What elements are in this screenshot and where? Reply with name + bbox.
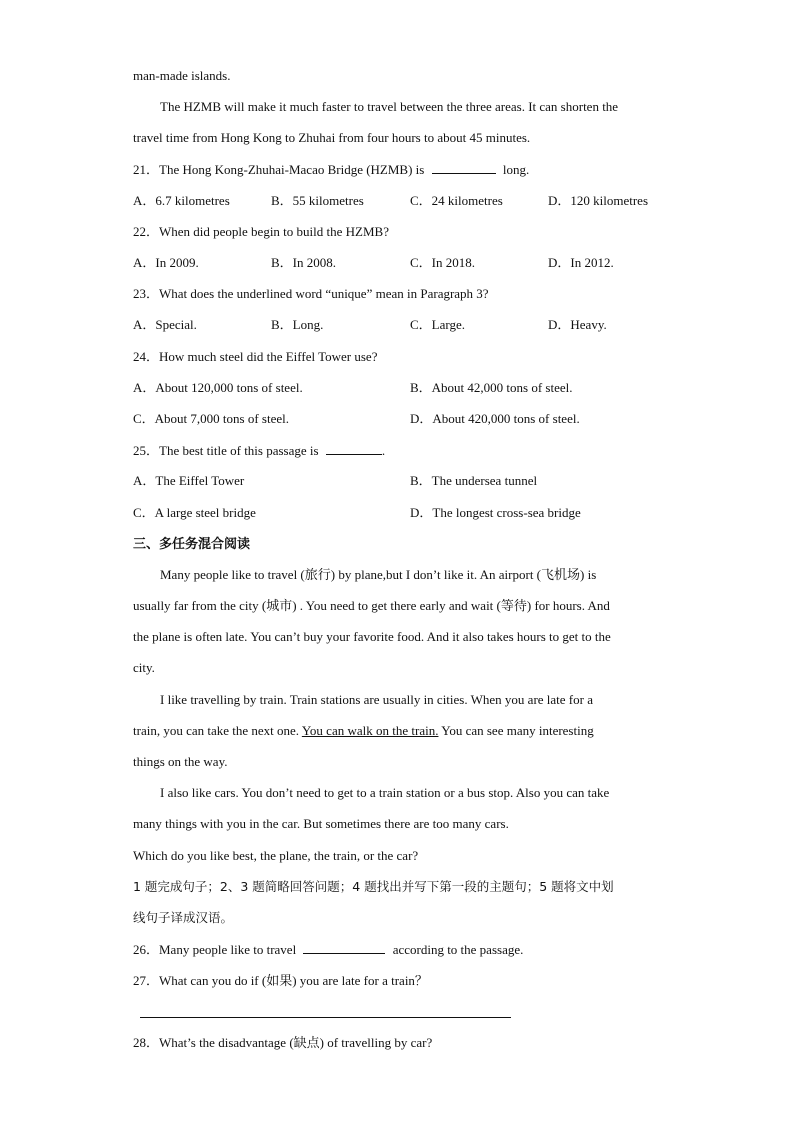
option-c: C．24 kilometres xyxy=(410,193,503,208)
question-25 xyxy=(133,442,385,459)
question-25-stem-end: . xyxy=(381,443,386,458)
passage-line: the plane is often late. You can’t buy your favorite food. And it also takes hours to get to the xyxy=(133,629,611,644)
option-b: B．About 42,000 tons of steel. xyxy=(410,380,573,395)
passage-line: city. xyxy=(133,660,155,675)
passage-line: Which do you like best, the plane, the train, or the car? xyxy=(133,848,419,863)
answer-blank xyxy=(432,161,496,174)
option-a: A．Special. xyxy=(133,317,197,332)
question-21-stem: 21．The Hong Kong-Zhuhai-Macao Bridge (HZMB) is xyxy=(133,162,425,177)
passage-line: The HZMB will make it much faster to travel between the three areas. It can shorten the xyxy=(160,99,619,114)
question-27: 27．What can you do if (如果) you are late for a train？ xyxy=(133,973,428,988)
passage-line: many things with you in the car. But sometimes there are too many cars. xyxy=(133,816,509,831)
passage-line: Many people like to travel (旅行) by plane,but I don’t like it. An airport (飞机场) is xyxy=(160,567,597,582)
option-c: C．In 2018. xyxy=(410,255,476,270)
option-b: B．In 2008. xyxy=(271,255,337,270)
answer-line xyxy=(140,1017,511,1018)
passage-line: things on the way. xyxy=(133,754,228,769)
section-heading: 三、多任务混合阅读 xyxy=(133,537,251,552)
underlined-sentence: You can walk on the train. xyxy=(301,723,439,738)
passage-text: You can see many interesting xyxy=(441,723,594,738)
option-d: D．Heavy. xyxy=(548,317,607,332)
question-22: 22．When did people begin to build the HZMB? xyxy=(133,224,389,239)
question-21-stem-end: long. xyxy=(502,162,530,177)
option-d: D．About 420,000 tons of steel. xyxy=(410,411,580,426)
answer-blank xyxy=(303,941,385,954)
passage-line: I also like cars. You don’t need to get to a train station or a bus stop. Also you can take xyxy=(160,785,610,800)
question-25-stem: 25．The best title of this passage is xyxy=(133,443,319,458)
option-c: C．A large steel bridge xyxy=(133,505,256,520)
option-c: C．Large. xyxy=(410,317,465,332)
passage-text: train, you can take the next one. xyxy=(133,723,300,738)
question-28: 28．What’s the disadvantage (缺点) of travelling by car? xyxy=(133,1035,433,1050)
question-26-stem-end: according to the passage. xyxy=(392,942,524,957)
option-a: A．About 120,000 tons of steel. xyxy=(133,380,303,395)
passage-line: man-made islands. xyxy=(133,68,231,83)
instructions: 线句子译成汉语。 xyxy=(133,910,234,925)
answer-blank xyxy=(326,442,382,455)
question-26 xyxy=(133,941,523,958)
option-a: A．6.7 kilometres xyxy=(133,193,230,208)
question-21 xyxy=(133,161,529,178)
option-b: B．The undersea tunnel xyxy=(410,473,538,488)
option-a: A．The Eiffel Tower xyxy=(133,473,245,488)
question-23: 23．What does the underlined word “unique” mean in Paragraph 3? xyxy=(133,286,489,301)
passage-line: usually far from the city (城市) . You need to get there early and wait (等待) for hours. And xyxy=(133,598,610,613)
instructions: 1 题完成句子；2、3 题简略回答问题；4 题找出并写下第一段的主题句；5 题将文中划 xyxy=(133,879,614,894)
option-c: C．About 7,000 tons of steel. xyxy=(133,411,289,426)
passage-line xyxy=(133,723,594,739)
option-d: D．The longest cross-sea bridge xyxy=(410,505,581,520)
option-b: B．Long. xyxy=(271,317,324,332)
option-d: D．In 2012. xyxy=(548,255,614,270)
question-24: 24．How much steel did the Eiffel Tower use? xyxy=(133,349,378,364)
passage-line: travel time from Hong Kong to Zhuhai from four hours to about 45 minutes. xyxy=(133,130,531,145)
question-26-stem: 26．Many people like to travel xyxy=(133,942,297,957)
option-d: D．120 kilometres xyxy=(548,193,649,208)
option-a: A．In 2009. xyxy=(133,255,199,270)
passage-line: I like travelling by train. Train stations are usually in cities. When you are late for a xyxy=(160,692,593,707)
option-b: B．55 kilometres xyxy=(271,193,364,208)
